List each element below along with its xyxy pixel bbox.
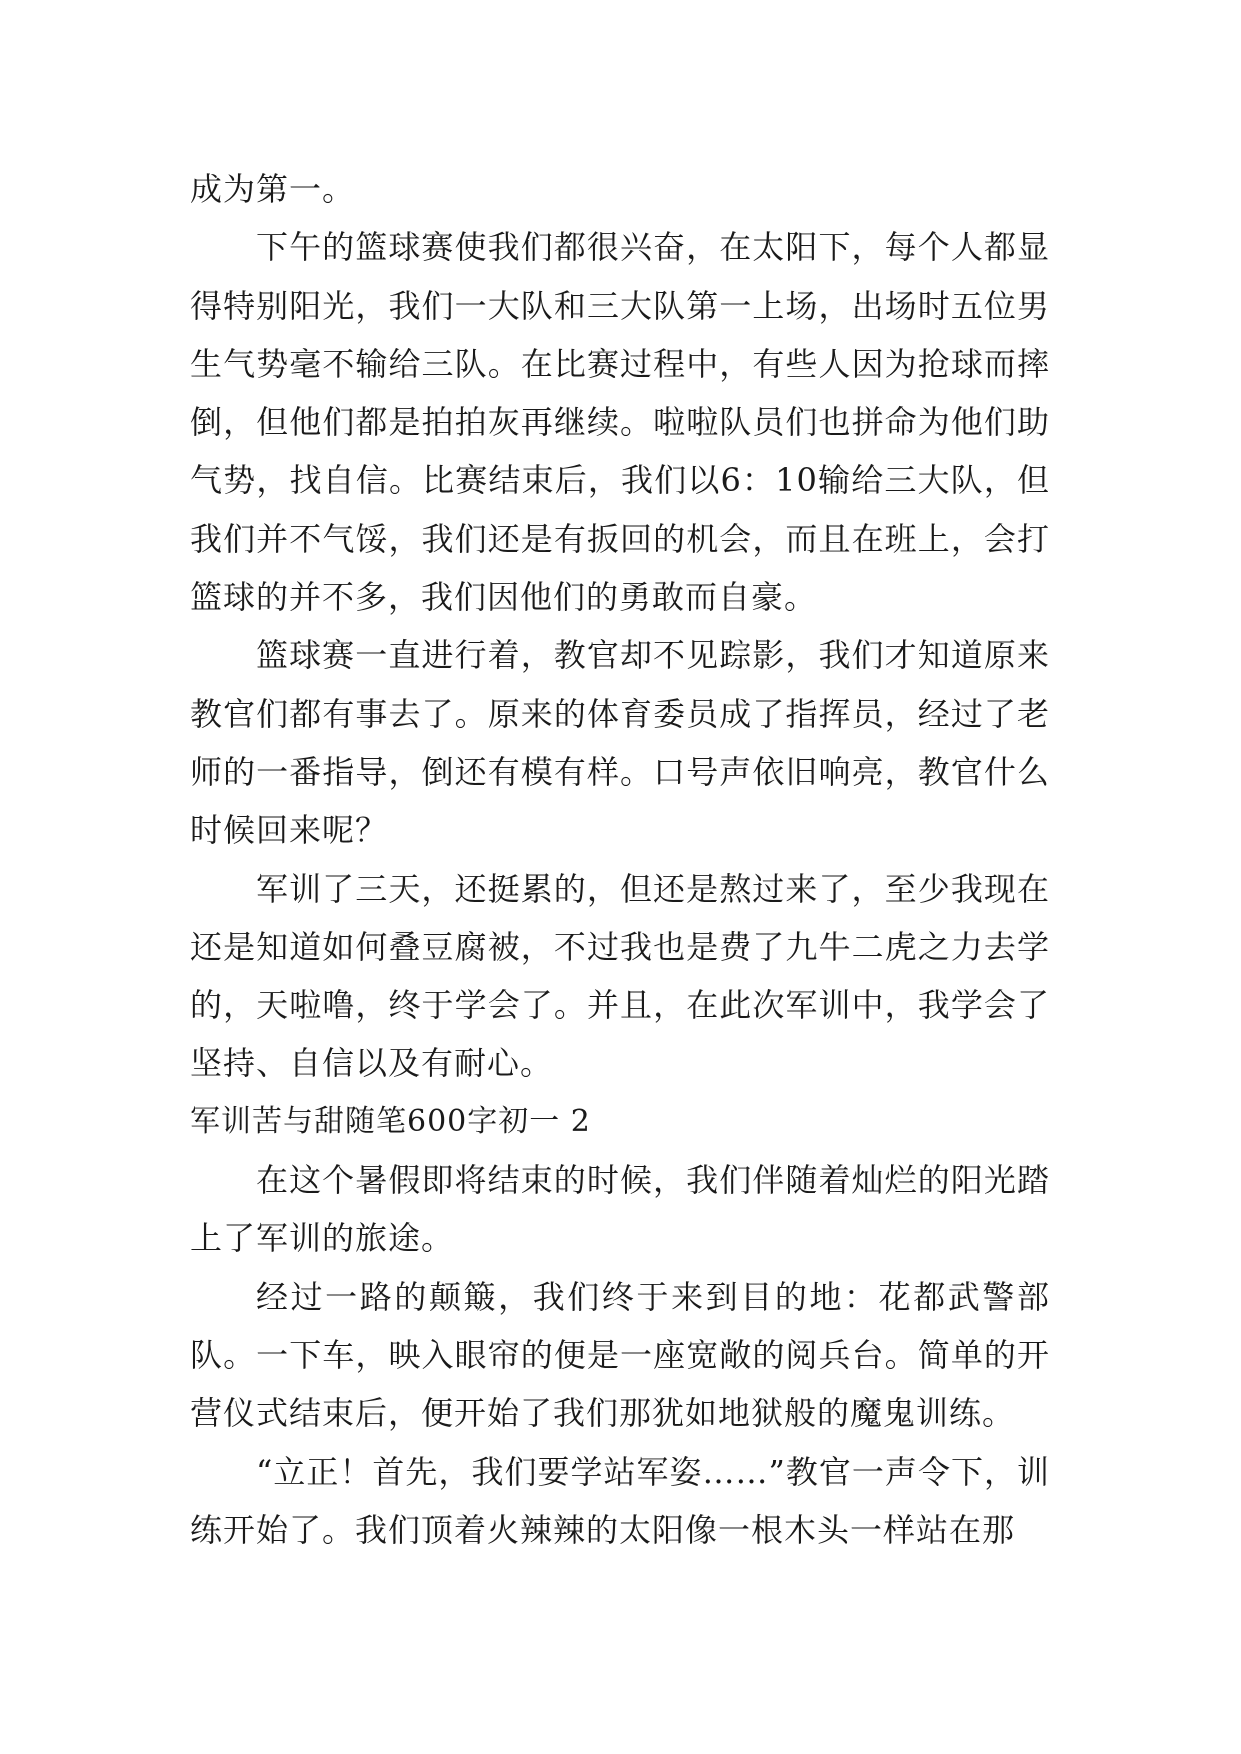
document-body bbox=[190, 160, 1050, 1559]
paragraph-2: 下午的篮球赛使我们都很兴奋，在太阳下，每个人都显得特别阳光，我们一大队和三大队第一上场，出场时五位男生气势毫不输给三队。在比赛过程中，有些人因为抢球而摔倒，但他们都是拍拍灰再继续。啦啦队员们也拼命为他们助气势，找自信。比赛结束后，我们以6：10输给三大队，但我们并不气馁，我们还是有扳回的机会，而且在班上，会打篮球的并不多，我们因他们的勇敢而自豪。 bbox=[190, 228, 1050, 617]
paragraph-6: 经过一路的颠簸，我们终于来到目的地：花都武警部队。一下车，映入眼帘的便是一座宽敞的阅兵台。简单的开营仪式结束后，便开始了我们那犹如地狱般的魔鬼训练。 bbox=[190, 1277, 1050, 1433]
paragraph-4: 军训了三天，还挺累的，但还是熬过来了，至少我现在还是知道如何叠豆腐被，不过我也是费了九牛二虎之力去学的，天啦噜，终于学会了。并且，在此次军训中，我学会了坚持、自信以及有耐心。 bbox=[190, 869, 1050, 1083]
paragraph-3: 篮球赛一直进行着，教官却不见踪影，我们才知道原来教官们都有事去了。原来的体育委员成了指挥员，经过了老师的一番指导，倒还有模有样。口号声依旧响亮，教官什么时候回来呢？ bbox=[190, 636, 1050, 850]
paragraph-7: “立正！首先，我们要学站军姿……”教官一声令下，训练开始了。我们顶着火辣辣的太阳像一根木头一样站在那 bbox=[190, 1452, 1050, 1549]
paragraph-1: 成为第一。 bbox=[190, 170, 356, 208]
section-heading: 军训苦与甜随笔600字初一 2 bbox=[190, 1103, 591, 1139]
paragraph-5: 在这个暑假即将结束的时候，我们伴随着灿烂的阳光踏上了军训的旅途。 bbox=[190, 1161, 1050, 1258]
